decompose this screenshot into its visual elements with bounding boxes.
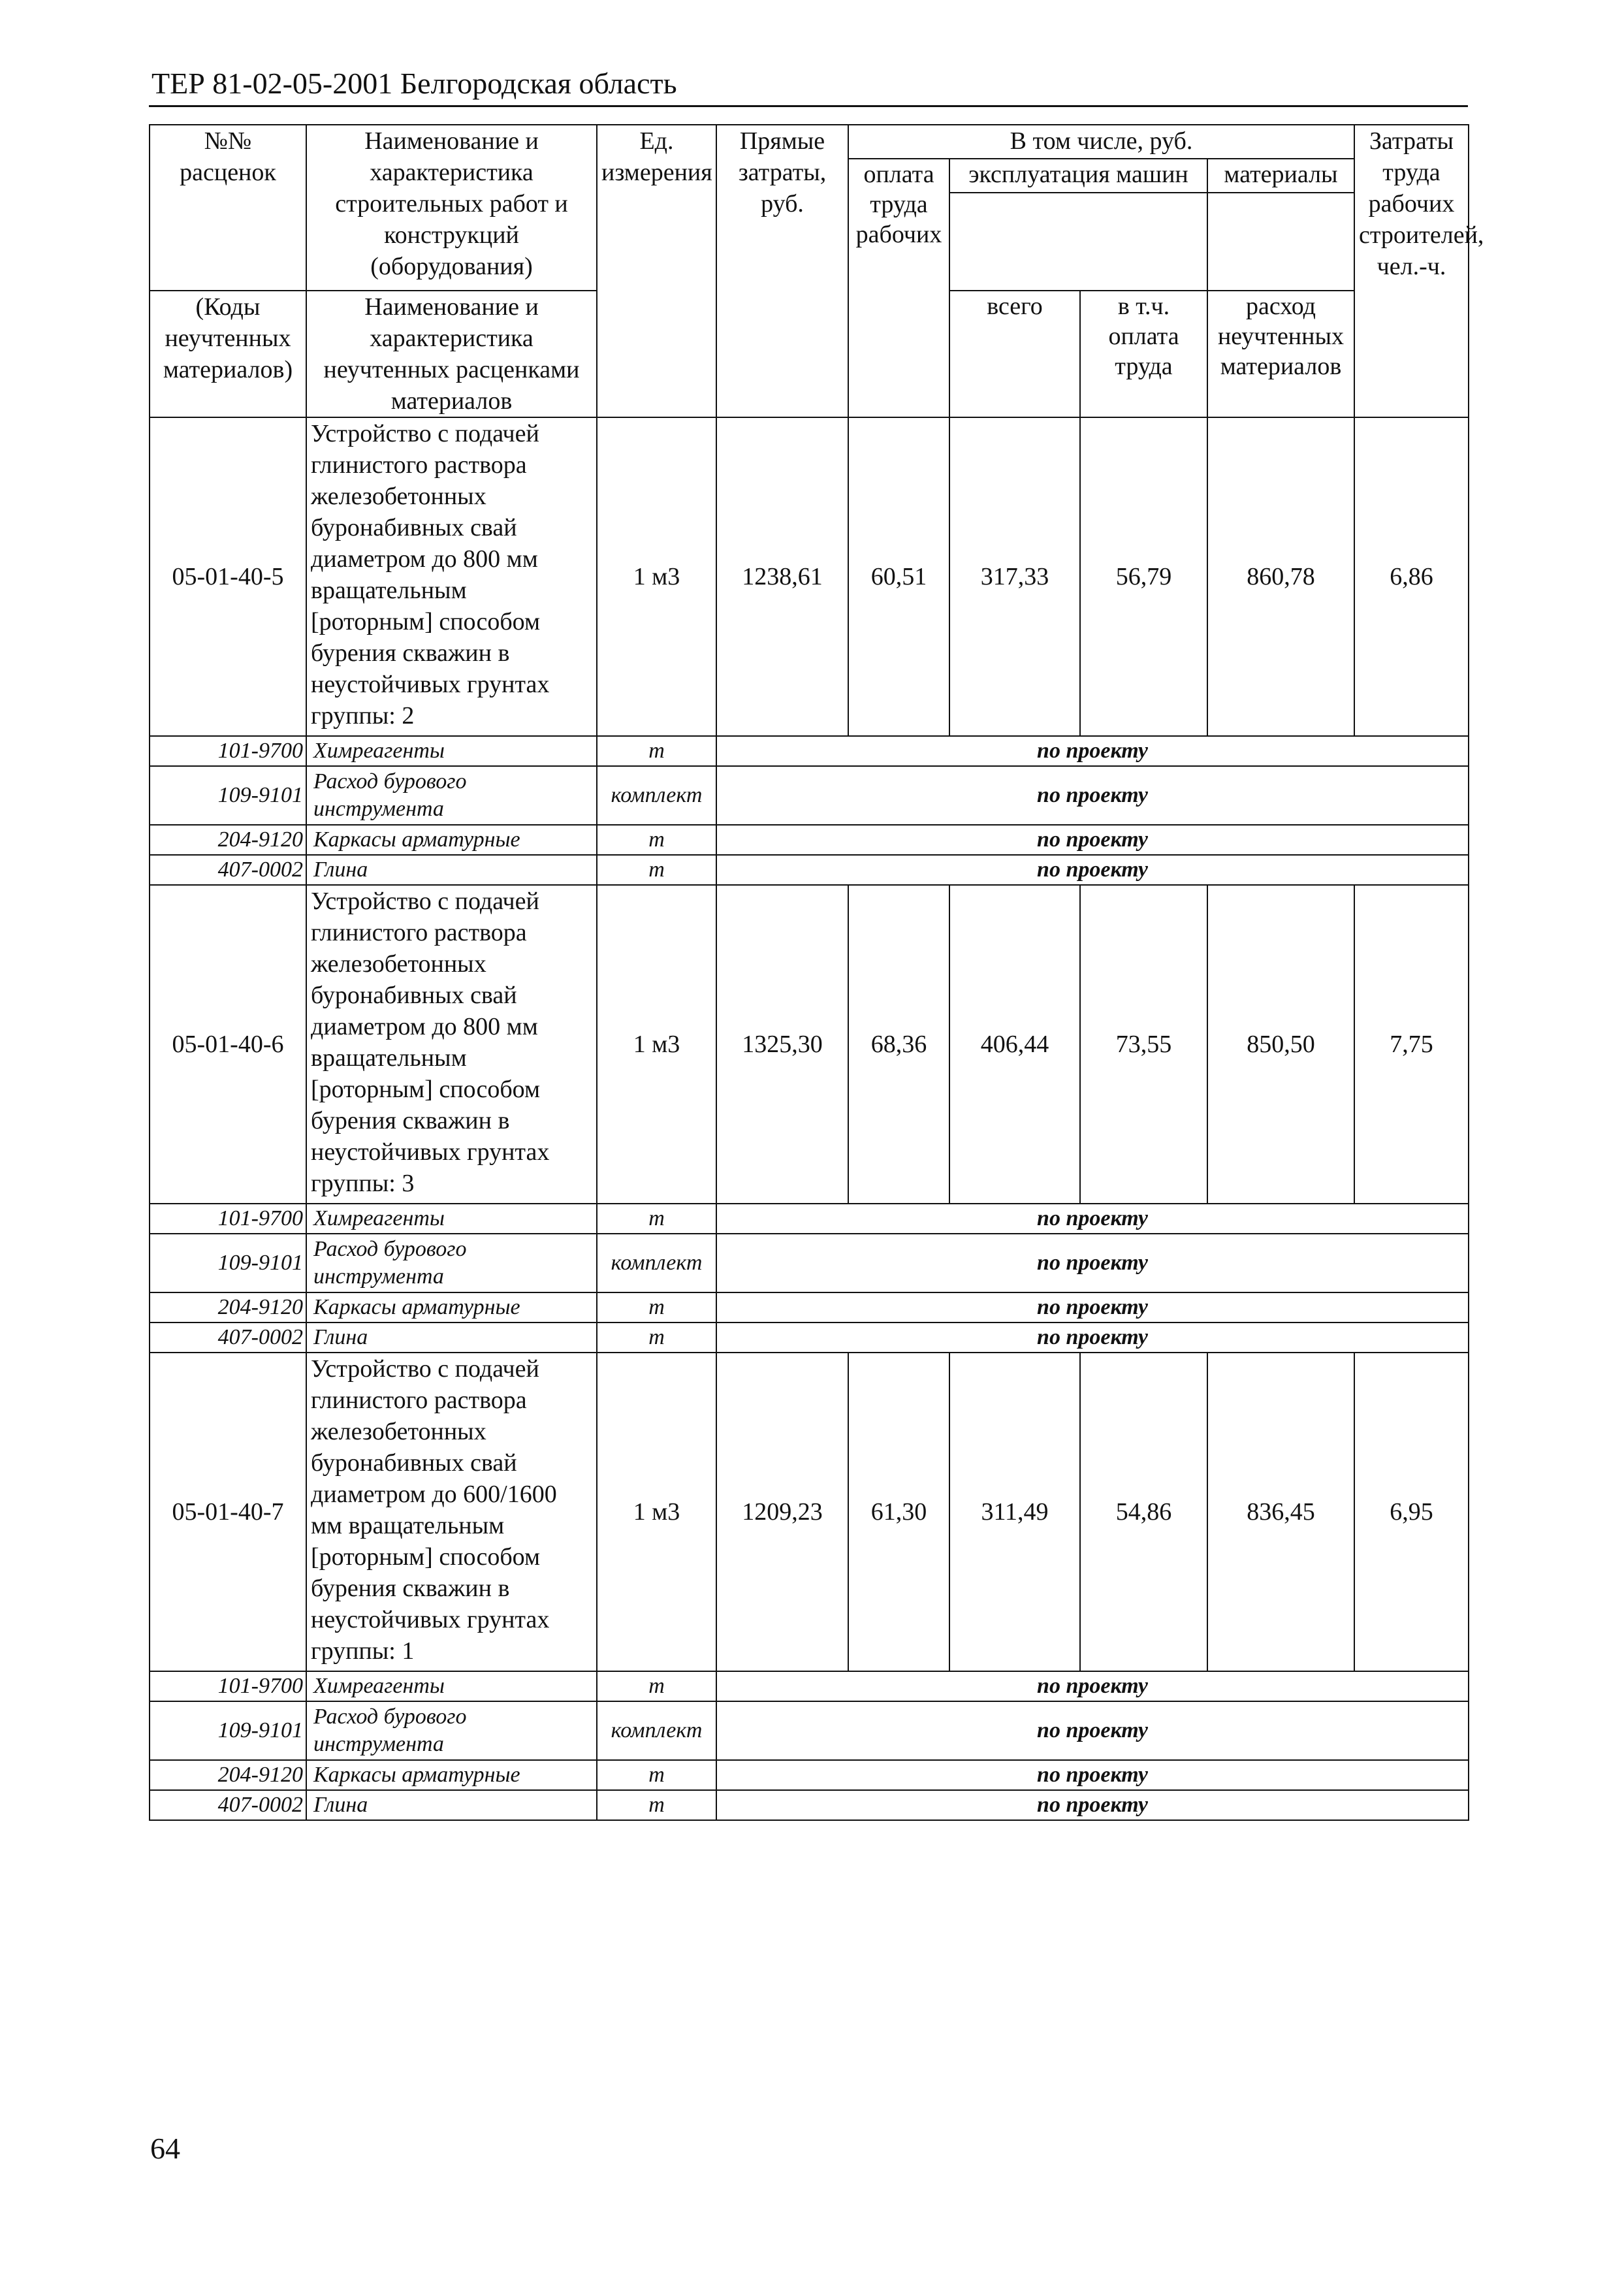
material-row xyxy=(150,1790,1469,1820)
material-unit: т xyxy=(597,855,716,885)
material-name: Глина xyxy=(306,1323,597,1353)
material-name: Расход бурового инструмента xyxy=(306,766,597,825)
material-note: по проекту xyxy=(716,1234,1469,1292)
materials-head-spacer xyxy=(1207,193,1354,291)
material-unit: т xyxy=(597,1760,716,1790)
material-note: по проекту xyxy=(716,1671,1469,1701)
rate-labor-hours: 6,86 xyxy=(1354,417,1469,736)
material-row xyxy=(150,1671,1469,1701)
rate-unit: 1 м3 xyxy=(597,1353,716,1671)
material-code: 407-0002 xyxy=(150,855,306,885)
col-head-direct: Прямые затраты, руб. xyxy=(716,125,848,417)
rate-labor-hours: 6,95 xyxy=(1354,1353,1469,1671)
rate-materials: 836,45 xyxy=(1207,1353,1354,1671)
material-code: 109-9101 xyxy=(150,766,306,825)
material-note: по проекту xyxy=(716,1760,1469,1790)
material-note: по проекту xyxy=(716,1323,1469,1353)
material-unit: т xyxy=(597,1204,716,1234)
material-unit: комплект xyxy=(597,766,716,825)
rate-description: Устройство с подачей глинистого раствора железобетонных буронабивных свай диаметром до 800 мм вращательным [роторным] способом бурения скважин в неустойчивых грунтах группы: 2 xyxy=(306,417,597,736)
material-row xyxy=(150,1760,1469,1790)
material-unit: т xyxy=(597,1790,716,1820)
material-code: 109-9101 xyxy=(150,1701,306,1760)
col-head-name: Наименование и характеристика строительных работ и конструкций (оборудования) xyxy=(306,125,597,291)
material-code: 204-9120 xyxy=(150,1760,306,1790)
material-name: Каркасы арматурные xyxy=(306,1292,597,1323)
material-code: 204-9120 xyxy=(150,1292,306,1323)
header-rule xyxy=(149,105,1468,107)
rate-labor-pay: 61,30 xyxy=(848,1353,949,1671)
rate-direct-costs: 1238,61 xyxy=(716,417,848,736)
material-note: по проекту xyxy=(716,766,1469,825)
col-head-code: №№ расценок xyxy=(150,125,306,291)
material-row xyxy=(150,1234,1469,1292)
material-name: Расход бурового инструмента xyxy=(306,1234,597,1292)
machines-head-spacer xyxy=(949,193,1207,291)
material-unit: т xyxy=(597,1292,716,1323)
rate-machines-labor: 54,86 xyxy=(1080,1353,1207,1671)
material-unit: т xyxy=(597,1671,716,1701)
col-head-machines: эксплуатация машин xyxy=(949,159,1207,193)
rate-machines-total: 317,33 xyxy=(949,417,1080,736)
material-row xyxy=(150,1701,1469,1760)
material-unit: комплект xyxy=(597,1701,716,1760)
material-name: Химреагенты xyxy=(306,1671,597,1701)
material-row xyxy=(150,766,1469,825)
rate-machines-labor: 56,79 xyxy=(1080,417,1207,736)
rate-description: Устройство с подачей глинистого раствора железобетонных буронабивных свай диаметром до 800 мм вращательным [роторным] способом бурения скважин в неустойчивых грунтах группы: 3 xyxy=(306,885,597,1204)
material-note: по проекту xyxy=(716,1790,1469,1820)
col-head-name-sub: Наименование и характеристика неучтенных расценками материалов xyxy=(306,291,597,417)
material-note: по проекту xyxy=(716,1701,1469,1760)
material-code: 109-9101 xyxy=(150,1234,306,1292)
rate-unit: 1 м3 xyxy=(597,417,716,736)
page-header: ТЕР 81-02-05-2001 Белгородская область xyxy=(151,67,677,100)
col-head-workhours: Затраты труда рабочих строителей, чел.-ч. xyxy=(1354,125,1469,417)
rate-materials: 850,50 xyxy=(1207,885,1354,1204)
material-name: Химреагенты xyxy=(306,1204,597,1234)
rate-unit: 1 м3 xyxy=(597,885,716,1204)
material-code: 204-9120 xyxy=(150,825,306,855)
rate-code: 05-01-40-7 xyxy=(150,1353,306,1671)
col-head-materials: материалы xyxy=(1207,159,1354,193)
rate-row xyxy=(150,417,1469,736)
col-head-machines-total: всего xyxy=(949,291,1080,417)
material-code: 407-0002 xyxy=(150,1323,306,1353)
material-note: по проекту xyxy=(716,825,1469,855)
rate-labor-pay: 60,51 xyxy=(848,417,949,736)
material-code: 101-9700 xyxy=(150,1671,306,1701)
material-name: Каркасы арматурные xyxy=(306,1760,597,1790)
material-unit: комплект xyxy=(597,1234,716,1292)
rate-labor-pay: 68,36 xyxy=(848,885,949,1204)
material-row xyxy=(150,855,1469,885)
rate-row xyxy=(150,1353,1469,1671)
col-head-materials-unaccounted: расход неучтенных материалов xyxy=(1207,291,1354,417)
rate-materials: 860,78 xyxy=(1207,417,1354,736)
material-name: Глина xyxy=(306,855,597,885)
rate-code: 05-01-40-6 xyxy=(150,885,306,1204)
rate-direct-costs: 1325,30 xyxy=(716,885,848,1204)
page-number: 64 xyxy=(150,2132,180,2165)
material-row xyxy=(150,736,1469,766)
rates-table xyxy=(149,124,1484,1821)
material-unit: т xyxy=(597,1323,716,1353)
rate-code: 05-01-40-5 xyxy=(150,417,306,736)
material-row xyxy=(150,1292,1469,1323)
material-note: по проекту xyxy=(716,855,1469,885)
rate-labor-hours: 7,75 xyxy=(1354,885,1469,1204)
material-name: Каркасы арматурные xyxy=(306,825,597,855)
material-note: по проекту xyxy=(716,1292,1469,1323)
rate-machines-total: 406,44 xyxy=(949,885,1080,1204)
material-code: 101-9700 xyxy=(150,736,306,766)
rate-machines-total: 311,49 xyxy=(949,1353,1080,1671)
material-note: по проекту xyxy=(716,736,1469,766)
material-row xyxy=(150,825,1469,855)
col-head-machines-labor: в т.ч. оплата труда xyxy=(1080,291,1207,417)
material-row xyxy=(150,1323,1469,1353)
material-unit: т xyxy=(597,736,716,766)
material-note: по проекту xyxy=(716,1204,1469,1234)
material-name: Химреагенты xyxy=(306,736,597,766)
rate-row xyxy=(150,885,1469,1204)
material-unit: т xyxy=(597,825,716,855)
material-row xyxy=(150,1204,1469,1234)
rate-description: Устройство с подачей глинистого раствора железобетонных буронабивных свай диаметром до 600/1600 мм вращательным [роторным] способом бурения скважин в неустойчивых грунтах группы: 1 xyxy=(306,1353,597,1671)
material-code: 407-0002 xyxy=(150,1790,306,1820)
rate-direct-costs: 1209,23 xyxy=(716,1353,848,1671)
col-head-code-sub: (Коды неучтенных материалов) xyxy=(150,291,306,417)
rate-machines-labor: 73,55 xyxy=(1080,885,1207,1204)
col-head-unit: Ед. измерения xyxy=(597,125,716,417)
col-head-including: В том числе, руб. xyxy=(848,125,1354,159)
material-code: 101-9700 xyxy=(150,1204,306,1234)
material-name: Глина xyxy=(306,1790,597,1820)
col-head-labor: оплата труда рабочих xyxy=(848,159,949,417)
material-name: Расход бурового инструмента xyxy=(306,1701,597,1760)
